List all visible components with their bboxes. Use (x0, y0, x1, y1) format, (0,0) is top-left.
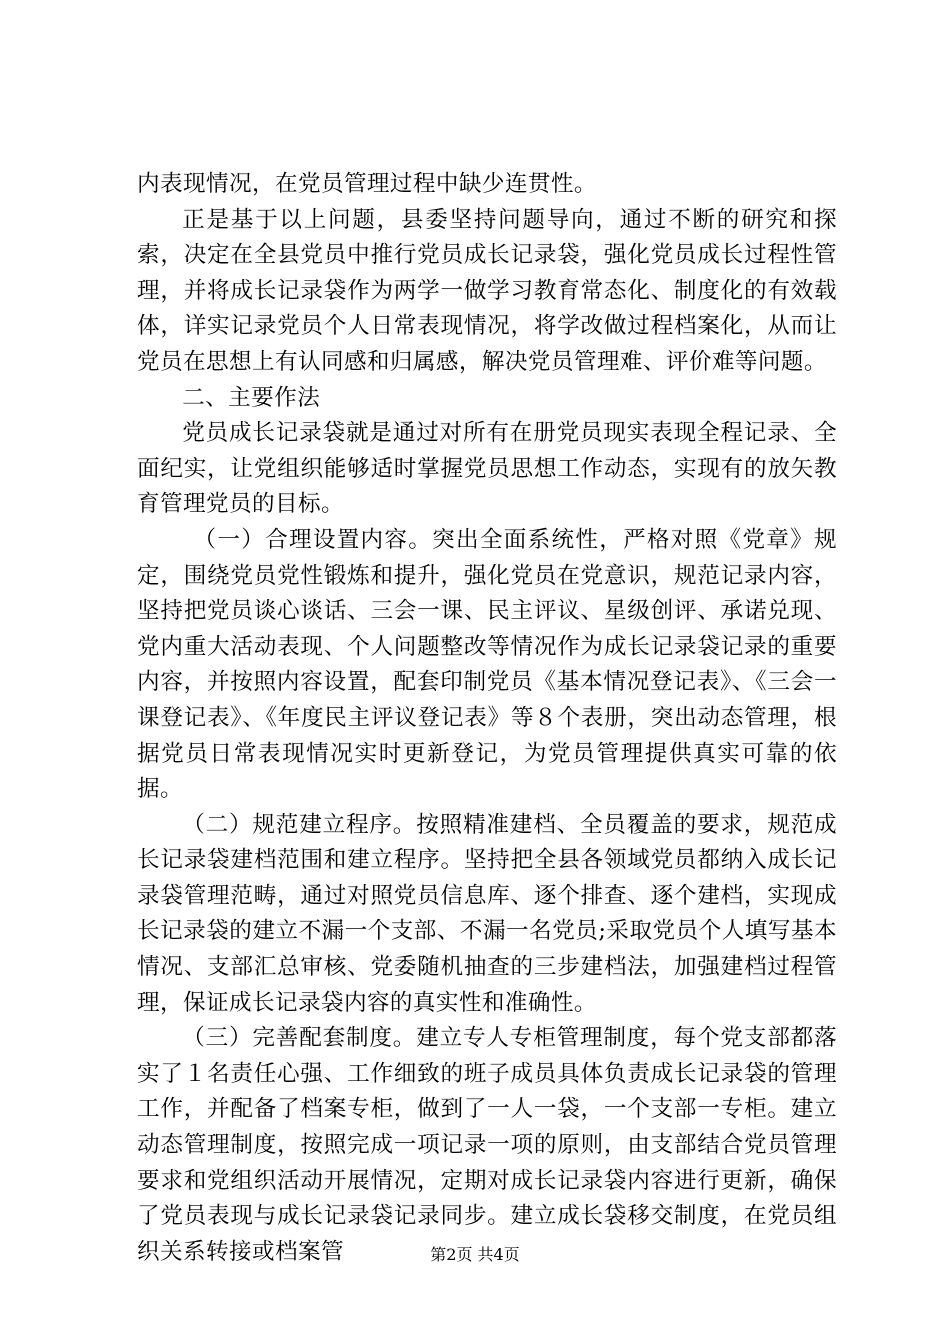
section-heading: 二、主要作法 (182, 384, 321, 411)
page-footer (0, 1244, 950, 1266)
paragraph-intro: 党员成长记录袋就是通过对所有在册党员现实表现全程记录、全面纪实，让党组织能够适时掌握党员思想工作动态，实现有的放矢教育管理党员的目标。 (137, 420, 837, 518)
page-number-label: 第2页 共4页 (430, 1245, 520, 1264)
paragraph-item-2: （二）规范建立程序。按照精准建档、全员覆盖的要求，规范成长记录袋建档范围和建立程序。坚持把全县各领域党员都纳入成长记录袋管理范畴，通过对照党员信息库、逐个排查、逐个建档，实现成长记录袋的建立不漏一个支部、不漏一名党员;采取党员个人填写基本情况、支部汇总审核、党委随机抽查的三步建档法，加强建档过程管理，保证成长记录袋内容的真实性和准确性。 (137, 811, 837, 1016)
paragraph-background: 正是基于以上问题，县委坚持问题导向，通过不断的研究和探索，决定在全县党员中推行党员成长记录袋，强化党员成长过程性管理，并将成长记录袋作为两学一做学习教育常态化、制度化的有效载体，详实记录党员个人日常表现情况，将学改做过程档案化，从而让党员在思想上有认同感和归属感，解决党员管理难、评价难等问题。 (137, 206, 837, 375)
paragraph-item-3: （三）完善配套制度。建立专人专柜管理制度，每个党支部都落实了１名责任心强、工作细致的班子成员具体负责成长记录袋的管理工作，并配备了档案专柜，做到了一人一袋，一个支部一专柜。建立动态管理制度，按照完成一项记录一项的原则，由支部结合党员管理要求和党组织活动开展情况，定期对成长记录袋内容进行更新，确保了党员表现与成长记录袋记录同步。建立成长袋移交制度，在党员组织关系转接或档案管 (137, 1025, 837, 1265)
paragraph-continuation: 内表现情况，在党员管理过程中缺少连贯性。 (137, 171, 597, 197)
paragraph-item-1: （一）合理设置内容。突出全面系统性，严格对照《党章》规定，围绕党员党性锻炼和提升，强化党员在党意识，规范记录内容，坚持把党员谈心谈话、三会一课、民主评议、星级创评、承诺兑现、党内重大活动表现、个人问题整改等情况作为成长记录袋记录的重要内容，并按照内容设置，配套印制党员《基本情况登记表》、《三会一课登记表》、《年度民主评议登记表》等８个表册，突出动态管理，根据党员日常表现情况实时更新登记，为党员管理提供真实可靠的依据。 (137, 526, 837, 803)
body-text (137, 167, 837, 1270)
